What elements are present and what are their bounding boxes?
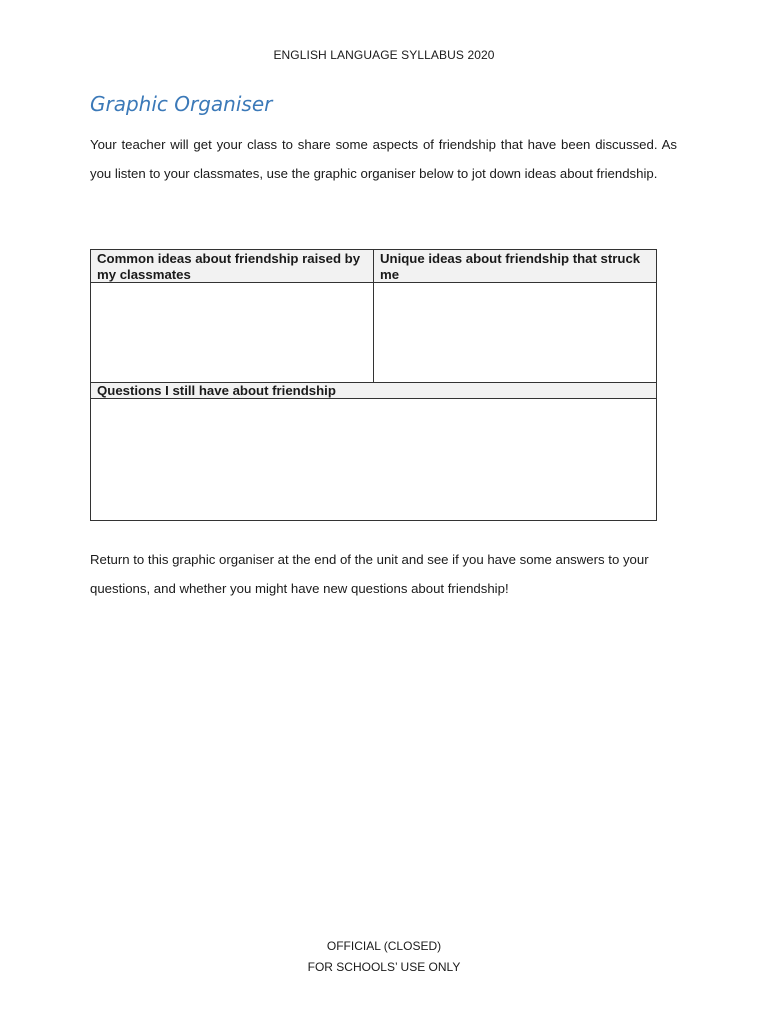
intro-paragraph: Your teacher will get your class to share some aspects of friendship that have been discussed. As you listen to your classmates, use the graphic organiser below to jot down ideas about friendship. bbox=[90, 137, 677, 181]
common-ideas-cell[interactable] bbox=[91, 283, 374, 382]
section-title: Graphic Organiser bbox=[90, 92, 273, 116]
graphic-organiser-table bbox=[90, 249, 657, 521]
unique-ideas-cell[interactable] bbox=[374, 283, 656, 382]
unique-ideas-header: Unique ideas about friendship that struck me bbox=[374, 250, 656, 283]
page-header: ENGLISH LANGUAGE SYLLABUS 2020 bbox=[273, 48, 495, 62]
questions-cell[interactable] bbox=[91, 399, 656, 520]
footer-classification: OFFICIAL (CLOSED) bbox=[326, 939, 442, 953]
closing-paragraph: Return to this graphic organiser at the end of the unit and see if you have some answers to your questions, and whether you might have new questions about friendship! bbox=[90, 552, 649, 596]
questions-header: Questions I still have about friendship bbox=[91, 382, 656, 399]
page-footer bbox=[0, 936, 768, 978]
footer-usage-note: FOR SCHOOLS’ USE ONLY bbox=[307, 960, 461, 974]
common-ideas-header: Common ideas about friendship raised by my classmates bbox=[91, 250, 374, 283]
